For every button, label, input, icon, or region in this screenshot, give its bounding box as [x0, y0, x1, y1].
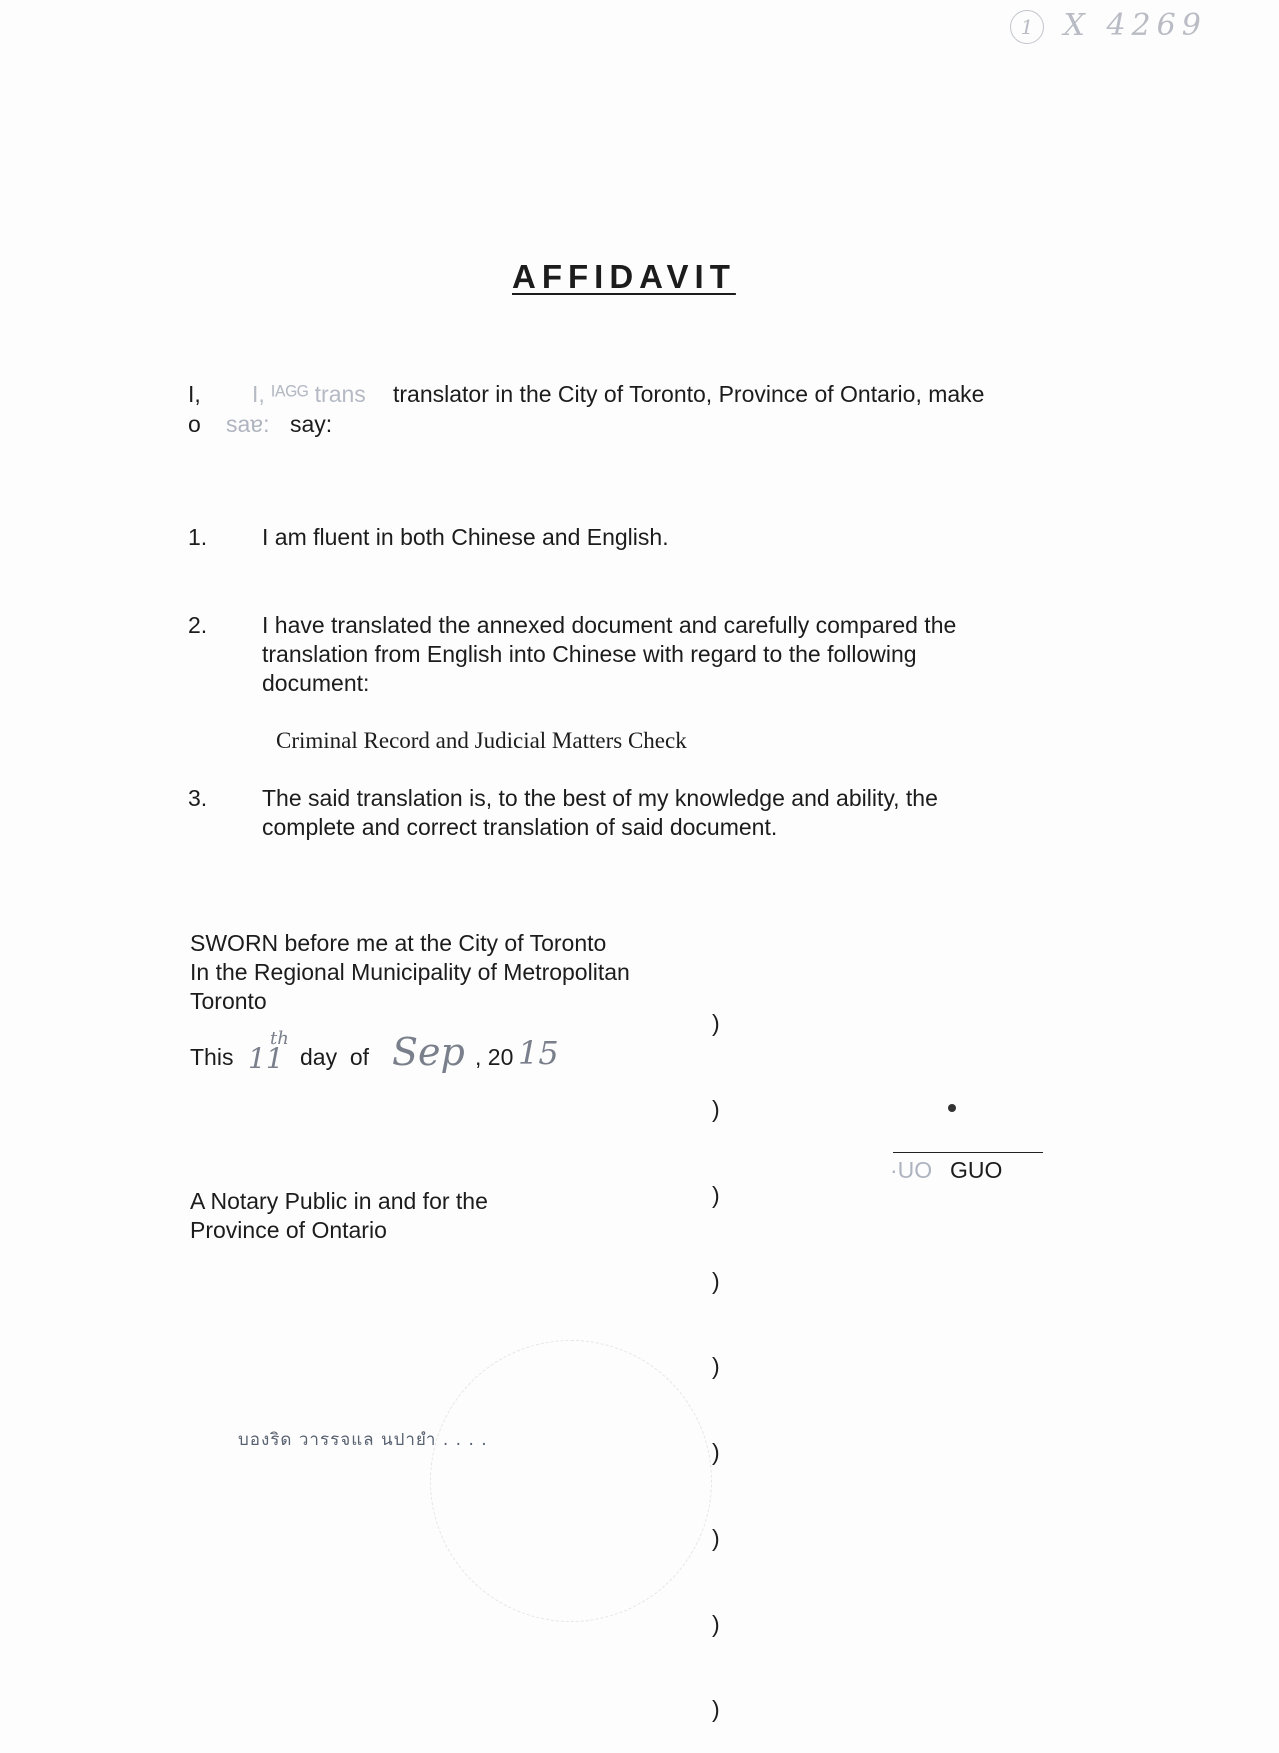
date-day-of: day of	[300, 1044, 370, 1070]
date-day-suffix-handwritten: th	[270, 1028, 289, 1049]
notary-line: A Notary Public in and for the	[190, 1188, 488, 1214]
date-year-prefix: , 20	[475, 1044, 514, 1070]
signature-name-ghost: ·UO	[890, 1157, 933, 1183]
date-month-handwritten: Sep	[392, 1030, 465, 1074]
item-number: 2.	[188, 612, 208, 638]
stamp-text: บองริด วารรจแล นปายำ . . . .	[238, 1430, 488, 1450]
item-text: The said translation is, to the best of my knowledge and ability, the	[262, 785, 938, 811]
intro-main-1: translator in the City of Toronto, Province of Ontario, make	[393, 381, 985, 407]
parenthesis: )	[712, 1095, 720, 1122]
date-year-handwritten: 15	[518, 1034, 559, 1072]
ink-mark	[948, 1104, 956, 1112]
intro-line-2: o	[188, 411, 201, 437]
signature-name: GUO	[950, 1157, 1003, 1183]
item-text: I have translated the annexed document and carefully compared the	[262, 612, 957, 638]
notary-line: Province of Ontario	[190, 1217, 387, 1243]
parenthesis: )	[712, 1181, 720, 1208]
intro-ghost-2: saɐ:	[226, 411, 270, 437]
intro-line-1	[188, 380, 201, 409]
sworn-line: SWORN before me at the City of Toronto	[190, 930, 607, 956]
page-title: AFFIDAVIT	[512, 258, 736, 295]
item-number: 3.	[188, 785, 208, 811]
signature-line	[893, 1152, 1043, 1153]
item-text: translation from English into Chinese with regard to the following	[262, 641, 917, 667]
item-text: complete and correct translation of said document.	[262, 814, 778, 840]
date-this: This	[190, 1044, 234, 1070]
parenthesis: )	[712, 1353, 720, 1380]
margin-note-text: X 4269	[1063, 8, 1207, 43]
sworn-line: In the Regional Municipality of Metropolitan	[190, 959, 630, 985]
intro-ghost-1: I, ᴵᴬᴳᴳ trans	[252, 381, 366, 407]
intro-prefix: I,	[188, 381, 201, 407]
item-number: 1.	[188, 524, 208, 550]
date-day-handwritten: 11	[248, 1042, 284, 1075]
sworn-line: Toronto	[190, 988, 267, 1014]
item-text: document:	[262, 670, 370, 696]
embossed-seal	[430, 1340, 712, 1622]
parenthesis: )	[712, 1696, 720, 1723]
parenthesis: )	[712, 1524, 720, 1551]
parenthesis: )	[712, 1010, 720, 1037]
parenthesis: )	[712, 1610, 720, 1637]
parenthesis: )	[712, 1439, 720, 1466]
parenthesis-column	[712, 952, 725, 1753]
circled-number: 1	[1010, 10, 1044, 44]
intro-main-2: say:	[290, 411, 333, 437]
margin-note	[1010, 8, 1207, 44]
parenthesis: )	[712, 1267, 720, 1294]
document-name: Criminal Record and Judicial Matters Check	[276, 728, 687, 753]
item-text: I am fluent in both Chinese and English.	[262, 524, 669, 550]
